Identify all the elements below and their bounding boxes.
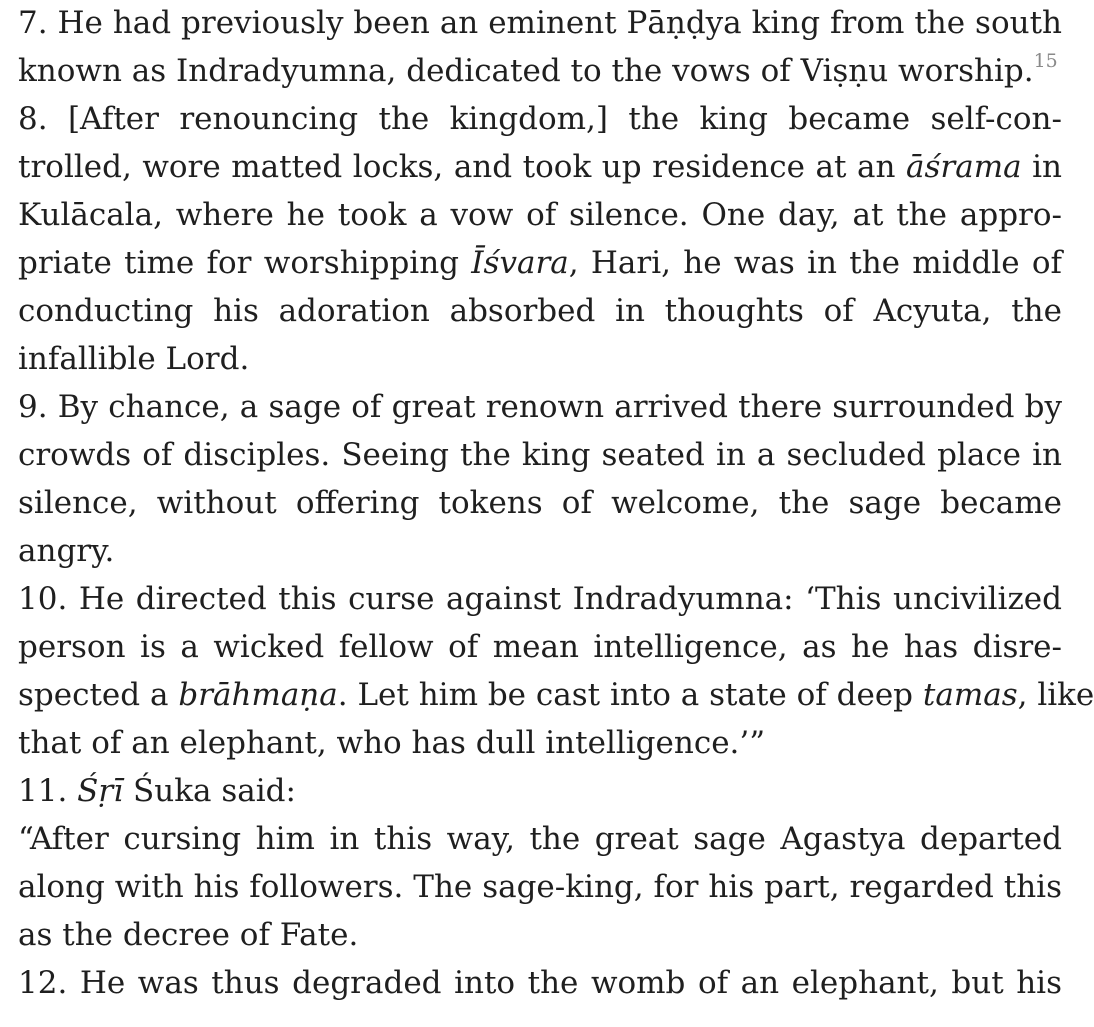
text-line: infallible Lord. <box>18 341 250 377</box>
speaker-line: 11. Śṛī Śuka said: <box>18 773 296 809</box>
text-line: person is a wicked fellow of mean intelligence, as he has disre- <box>18 629 1062 665</box>
text-line: known as Indradyumna, dedicated to the vows of Viṣṇu worship.$^{15}$ <box>18 50 1058 89</box>
text-line: angry. <box>18 533 115 569</box>
text-line: 10. He directed this curse against Indradyumna: ‘This uncivilized <box>18 581 1062 617</box>
text-line: 7. He had previously been an eminent Pāṇḍya king from the south <box>18 5 1062 41</box>
text-line: 8. [After renouncing the kingdom,] the king became self-con- <box>18 101 1062 137</box>
text-line: priate time for worshipping Īśvara, Hari, he was in the middle of <box>18 245 1062 281</box>
text-line: that of an elephant, who has dull intelligence.’” <box>18 725 766 761</box>
sanskrit-term: brāhmaṇa <box>178 677 338 713</box>
sanskrit-term: Śṛī <box>77 773 124 809</box>
verse-text <box>18 0 1094 1007</box>
text-line: along with his followers. The sage-king, for his part, regarded this <box>18 869 1062 905</box>
sanskrit-term: Īśvara <box>471 245 569 281</box>
text-line: 9. By chance, a sage of great renown arrived there surrounded by <box>18 389 1062 425</box>
text-line: as the decree of Fate. <box>18 917 359 953</box>
text-line: 12. He was thus degraded into the womb of an elephant, but his <box>18 965 1062 1001</box>
text-line: trolled, wore matted locks, and took up residence at an āśrama in <box>18 149 1063 185</box>
text-line: crowds of disciples. Seeing the king seated in a secluded place in <box>18 437 1062 473</box>
text-line: spected a brāhmaṇa. Let him be cast into a state of deep tamas, like <box>18 677 1094 713</box>
sanskrit-term: āśrama <box>906 149 1022 185</box>
sanskrit-term: tamas <box>922 677 1018 713</box>
footnote-marker[interactable]: 15 <box>1033 50 1058 72</box>
text-line: silence, without offering tokens of welcome, the sage became <box>18 485 1062 521</box>
text-line: conducting his adoration absorbed in thoughts of Acyuta, the <box>18 293 1062 329</box>
text-line: Kulācala, where he took a vow of silence. One day, at the appro- <box>18 197 1062 233</box>
text-line: “After cursing him in this way, the great sage Agastya departed <box>18 821 1062 857</box>
